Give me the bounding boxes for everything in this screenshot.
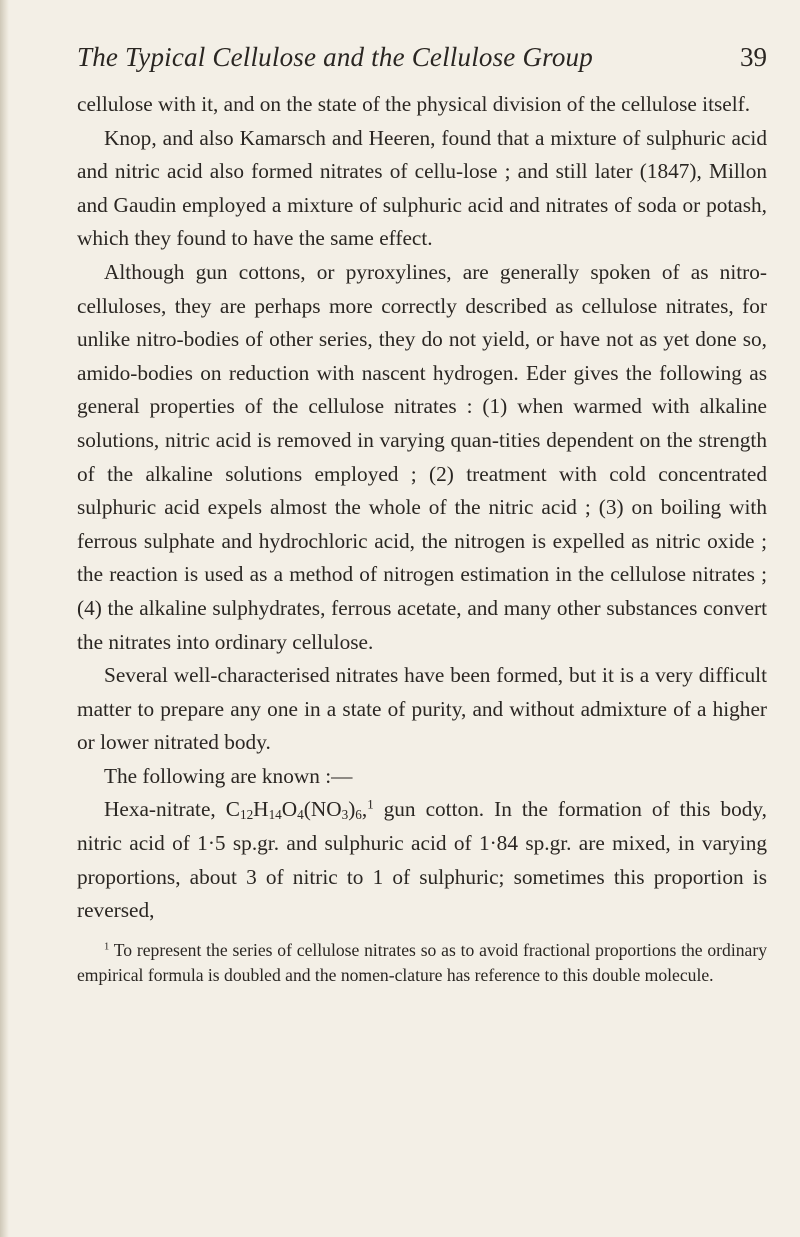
paragraph-2: Knop, and also Kamarsch and Heeren, found that a mixture of sulphuric acid and nitric acid also formed nitrates of cellu-lose ; and still later (1847), Millon and Gaudin employed a mixture of sulphuric acid and nitrates of soda or potash, which they found to have the same effect. — [77, 125, 767, 251]
paragraph-5: The following are known :— — [104, 763, 353, 788]
book-page — [77, 42, 767, 988]
book-spine-shadow — [0, 0, 9, 1237]
footnote-marker: 1 — [104, 941, 110, 953]
footnote-reference: 1 — [367, 797, 374, 812]
body-text — [77, 88, 767, 928]
paragraph-3: Although gun cottons, or pyroxylines, are generally spoken of as nitro-celluloses, they are perhaps more correctly described as cellulose nitrates, for unlike nitro-bodies of other series, they do not yield, or have not as yet done so, amido-bodies on reduction with nascent hydrogen. Eder gives the following as general properties of the cellulose nitrates : (1) when warmed with alkaline solutions, nitric acid is removed in varying quan-tities dependent on the strength of the alkaline solutions employed ; (2) treatment with cold concentrated sulphuric acid expels almost the whole of the nitric acid ; (3) on boiling with ferrous sulphate and hydrochloric acid, the nitrogen is expelled as nitric oxide ; the reaction is used as a method of nitrogen estimation in the cellulose nitrates ; (4) the alkaline sulphydrates, ferrous acetate, and many other substances convert the nitrates into ordinary cellulose. — [77, 259, 767, 654]
hexa-nitrate-text: gun cotton. In the formation of this body, nitric acid of 1·5 sp.gr. and sulphuric acid of 1·84 sp.gr. are mixed, in varying proportions, about 3 of nitric to 1 of sulphuric; sometimes this proportion is reversed, — [77, 797, 767, 923]
footnote-text: To represent the series of cellulose nitrates so as to avoid fractional proportions the ordinary empirical formula is doubled and the nomen-clature has reference to this double molecule. — [77, 939, 767, 985]
hexa-nitrate-lead: Hexa-nitrate, — [104, 797, 226, 822]
page-header — [77, 42, 767, 88]
paragraph-1: cellulose with it, and on the state of the physical division of the cellulose itself. — [77, 92, 751, 116]
running-title: The Typical Cellulose and the Cellulose Group — [77, 42, 593, 72]
footnote — [77, 938, 767, 988]
paragraph-4: Several well-characterised nitrates have been formed, but it is a very difficult matter to prepare any one in a state of purity, and without admixture of a higher or lower nitrated body. — [77, 663, 767, 755]
page-number: 39 — [740, 42, 767, 72]
paragraph-6 — [77, 793, 767, 927]
chemical-formula: $C_{12}H_{14}O_4(NO_3)_6$, — [225, 797, 368, 823]
